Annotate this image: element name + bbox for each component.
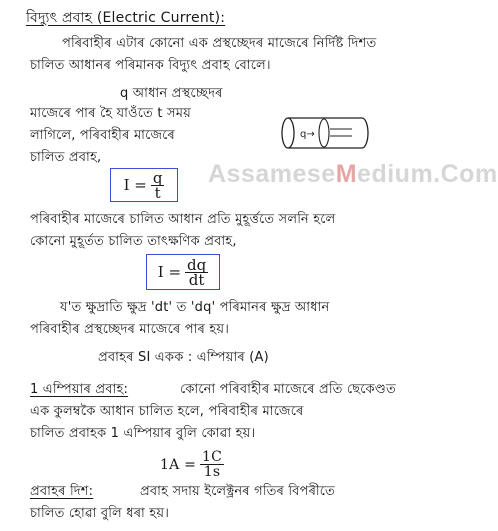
formula-instant-fraction (185, 255, 208, 289)
direction-title: প্ৰবাহৰ দিশ: (30, 484, 94, 499)
formula-current-box (110, 168, 178, 202)
si-unit-line: প্ৰবাহৰ SI একক : এম্পিয়াৰ (A) (98, 350, 269, 365)
watermark: AssameseMedium.Com (208, 160, 498, 188)
para1-line-2: মাজেৰে পাৰ হৈ যাওঁতে t সময় (30, 106, 192, 121)
formula-ampere-denominator: 1s (203, 464, 221, 480)
formula-current-lhs: I = (123, 176, 147, 194)
para3-line-2: পৰিবাহীৰ প্ৰস্থচ্ছেদৰ মাজেৰে পাৰ হয়। (30, 322, 230, 337)
ampere-def-line-2: এক কুলম্বকৈ আধান চালিত হলে, পৰিবাহীৰ মাজেৰে (30, 404, 304, 419)
formula-instant-numerator: dq (187, 255, 207, 274)
formula-instant-denominator: dt (188, 270, 205, 289)
formula-current-fraction (151, 168, 165, 202)
ampere-def-line-3: চালিত প্ৰবাহক 1 এম্পিয়াৰ বুলি কোৱা হয়। (30, 426, 256, 441)
para2-line-2: কোনো মুহূৰ্তত চালিত তাৎক্ষণিক প্ৰবাহ, (30, 234, 237, 249)
definition-line-1: পৰিবাহীৰ এটাৰ কোনো এক প্ৰস্থচ্ছেদৰ মাজেৰে নিৰ্দিষ্ট দিশত (62, 36, 377, 51)
section-heading: বিদ্যুৎ প্ৰবাহ (Electric Current): (26, 10, 226, 26)
formula-ampere-fraction (200, 450, 224, 479)
definition-line-2: চালিত আধানৰ পৰিমানক বিদ্যুৎ প্ৰবাহ বোলে। (30, 58, 271, 73)
para1-line-3: লাগিলে, পৰিবাহীৰ মাজেৰে (30, 128, 175, 143)
formula-instant-lhs: I = (157, 263, 182, 281)
formula-ampere-lhs: 1A = (160, 456, 196, 473)
direction-def-line-2: চালিত হোৱা বুলি ধৰা হয়। (30, 506, 170, 521)
conductor-diagram (278, 112, 378, 156)
direction-def-line-1: প্ৰবাহ সদায় ইলেক্ট্ৰনৰ গতিৰ বিপৰীতে (140, 484, 335, 499)
para3-line-1: য'ত ক্ষুদ্ৰাতি ক্ষুদ্ৰ 'dt' ত 'dq' পৰিমানৰ ক্ষুদ্ৰ আধান (60, 300, 330, 315)
formula-ampere-numerator: 1C (202, 449, 223, 465)
formula-current-numerator: q (152, 168, 163, 187)
para1-line-1: q আধান প্ৰস্থচ্ছেদৰ (120, 86, 223, 101)
para1-line-4: চালিত প্ৰবাহ, (30, 150, 102, 165)
ampere-title: 1 এম্পিয়াৰ প্ৰবাহ: (30, 382, 129, 397)
para2-line-1: পৰিবাহীৰ মাজেৰে চালিত আধান প্ৰতি মুহূৰ্ত্ততে সলনি হলে (30, 212, 336, 227)
formula-instant-box (146, 254, 220, 290)
diagram-charge-label: q→ (300, 129, 315, 140)
formula-current-denominator: t (154, 183, 161, 202)
formula-ampere (160, 450, 224, 479)
ampere-def-line-1: কোনো পৰিবাহীৰ মাজেৰে প্ৰতি ছেকেণ্ডত (180, 382, 396, 397)
